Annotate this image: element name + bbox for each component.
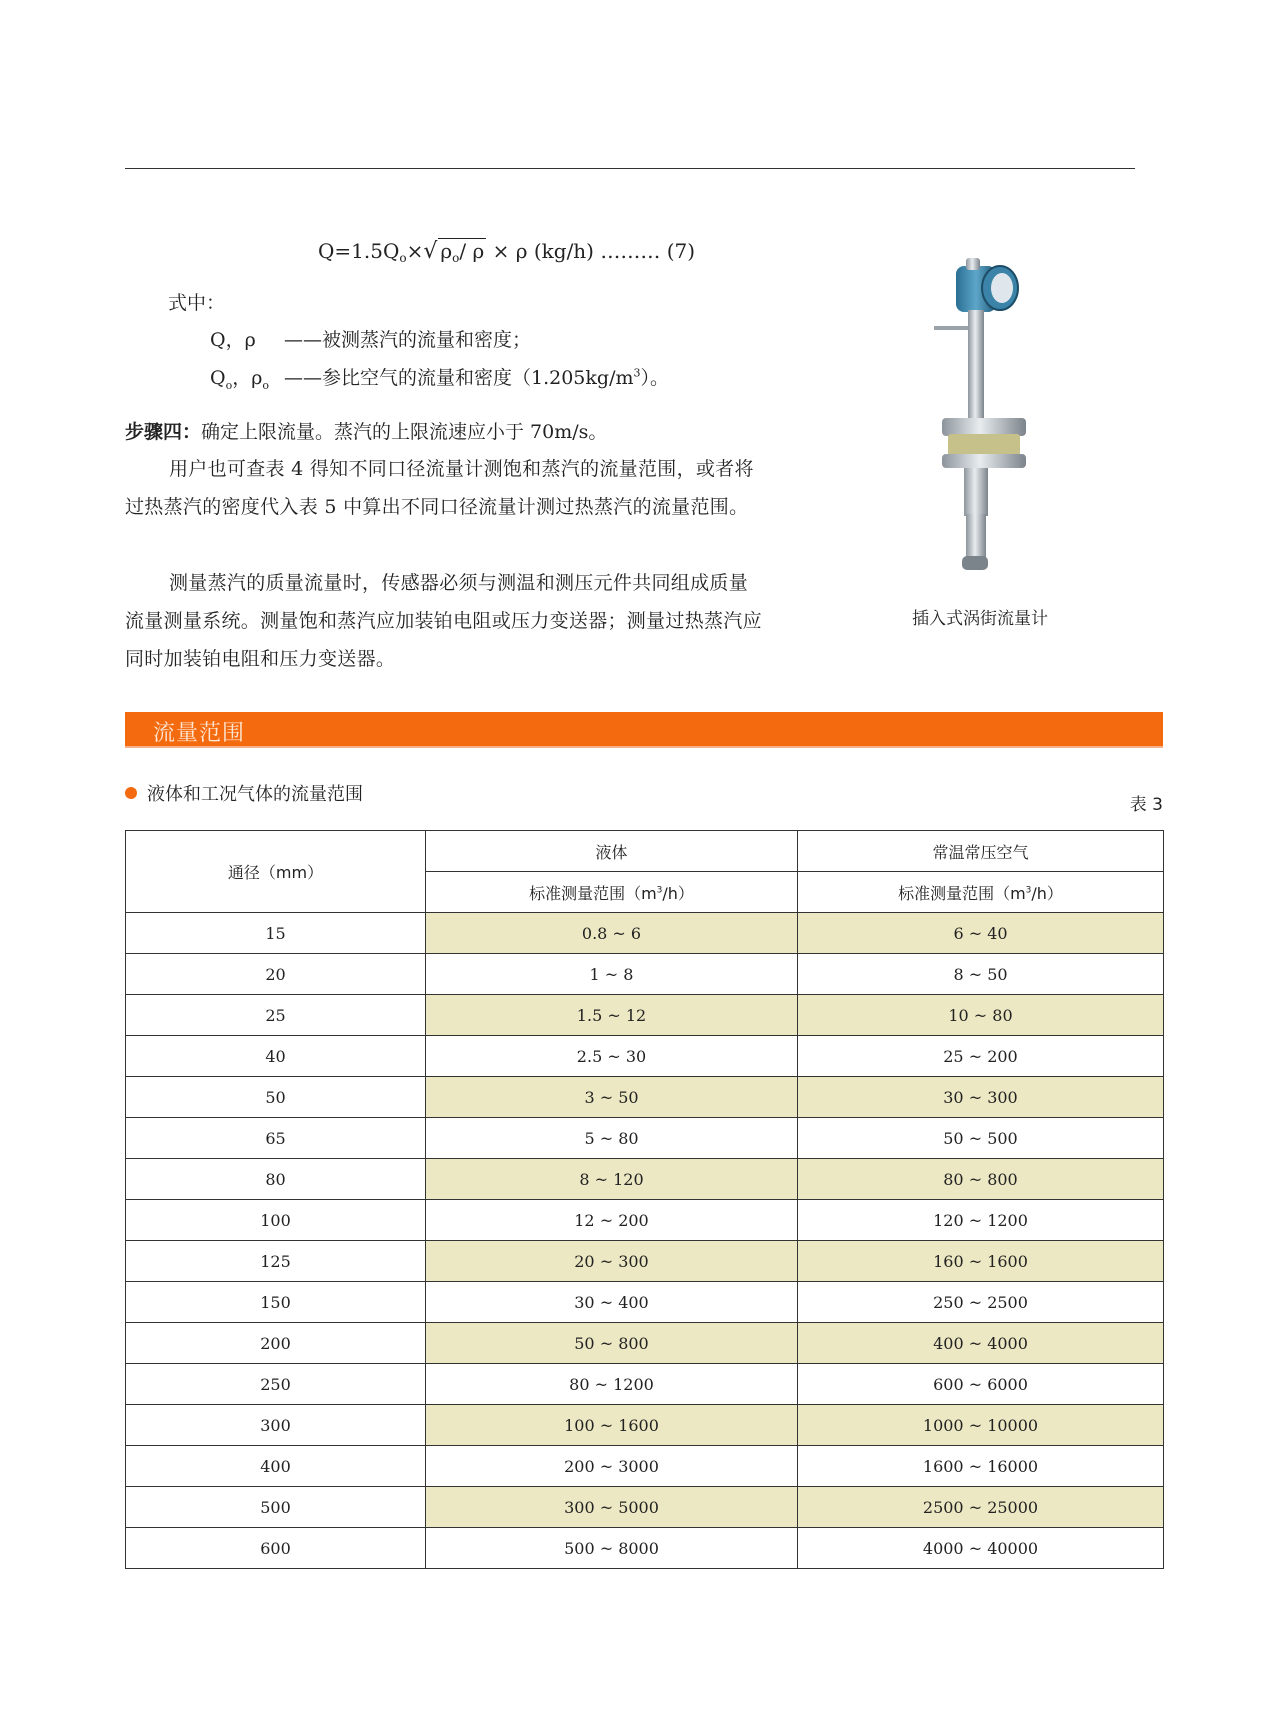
header-liquid: 液体 [426, 831, 798, 872]
table-row [126, 1487, 1164, 1528]
where-label: 式中： [168, 292, 226, 314]
diameter-cell: 15 [126, 913, 426, 954]
liquid-range-cell: 2.5 ~ 30 [426, 1036, 798, 1077]
liquid-range-cell: 30 ~ 400 [426, 1282, 798, 1323]
air-range-cell: 30 ~ 300 [798, 1077, 1164, 1118]
table-row [126, 1200, 1164, 1241]
air-range-cell: 8 ~ 50 [798, 954, 1164, 995]
diameter-cell: 250 [126, 1364, 426, 1405]
photo-caption: 插入式涡街流量计 [912, 609, 1048, 629]
diameter-cell: 20 [126, 954, 426, 995]
liquid-range-cell: 12 ~ 200 [426, 1200, 798, 1241]
table-row [126, 995, 1164, 1036]
header-diameter: 通径（mm） [126, 831, 426, 913]
liquid-range-cell: 100 ~ 1600 [426, 1405, 798, 1446]
diameter-cell: 65 [126, 1118, 426, 1159]
header-liquid-range: 标准测量范围$(m^3/h)$ [426, 872, 798, 913]
air-range-cell: 120 ~ 1200 [798, 1200, 1164, 1241]
diameter-cell: 80 [126, 1159, 426, 1200]
diameter-cell: 200 [126, 1323, 426, 1364]
step-four: 步骤四：确定上限流量。蒸汽的上限流速应小于 70m/s。 [125, 421, 608, 443]
subheading: 液体和工况气体的流量范围 [125, 780, 363, 806]
liquid-range-cell: 1.5 ~ 12 [426, 995, 798, 1036]
air-range-cell: 4000 ~ 40000 [798, 1528, 1164, 1569]
section-title: 流量范围 [153, 721, 246, 746]
diameter-cell: 100 [126, 1200, 426, 1241]
header-rule [125, 168, 1135, 169]
liquid-range-cell: 1 ~ 8 [426, 954, 798, 995]
vortex-flowmeter-photo [930, 258, 1050, 578]
header-air: 常温常压空气 [798, 831, 1164, 872]
diameter-cell: 25 [126, 995, 426, 1036]
air-range-cell: 600 ~ 6000 [798, 1364, 1164, 1405]
liquid-range-cell: 8 ~ 120 [426, 1159, 798, 1200]
section-header-flow-range [125, 712, 1163, 748]
air-range-cell: 2500 ~ 25000 [798, 1487, 1164, 1528]
air-range-cell: 10 ~ 80 [798, 995, 1164, 1036]
air-range-cell: 1000 ~ 10000 [798, 1405, 1164, 1446]
air-range-cell: 6 ~ 40 [798, 913, 1164, 954]
table-row [126, 1364, 1164, 1405]
liquid-range-cell: 3 ~ 50 [426, 1077, 798, 1118]
diameter-cell: 400 [126, 1446, 426, 1487]
diameter-cell: 500 [126, 1487, 426, 1528]
table-number: 表 3 [1129, 795, 1163, 815]
liquid-range-cell: 500 ~ 8000 [426, 1528, 798, 1569]
table-row [126, 1036, 1164, 1077]
table-row [126, 1077, 1164, 1118]
step-label: 步骤四： [125, 421, 202, 443]
flow-range-table [125, 830, 1164, 1569]
table-row [126, 1241, 1164, 1282]
diameter-cell: 125 [126, 1241, 426, 1282]
air-range-cell: 25 ~ 200 [798, 1036, 1164, 1077]
liquid-range-cell: 0.8 ~ 6 [426, 913, 798, 954]
table-row [126, 1159, 1164, 1200]
diameter-cell: 50 [126, 1077, 426, 1118]
bullet-icon [125, 787, 137, 799]
air-range-cell: 160 ~ 1600 [798, 1241, 1164, 1282]
liquid-range-cell: 50 ~ 800 [426, 1323, 798, 1364]
liquid-range-cell: 200 ~ 3000 [426, 1446, 798, 1487]
header-air-range: 标准测量范围$(m^3/h)$ [798, 872, 1164, 913]
air-range-cell: 1600 ~ 16000 [798, 1446, 1164, 1487]
table-row [126, 954, 1164, 995]
air-range-cell: 80 ~ 800 [798, 1159, 1164, 1200]
liquid-range-cell: 300 ~ 5000 [426, 1487, 798, 1528]
table-row [126, 1282, 1164, 1323]
air-range-cell: 250 ~ 2500 [798, 1282, 1164, 1323]
liquid-range-cell: 5 ~ 80 [426, 1118, 798, 1159]
definition-air: $Q_o$，$\rho_o$ ——参比空气的流量和密度$(1.205kg/m^3)$。 [210, 366, 670, 392]
definition-steam: Q，ρ ——被测蒸汽的流量和密度； [210, 329, 532, 351]
table-row [126, 1405, 1164, 1446]
formula-7: $Q=1.5Q_o\times√$ $\rho_o/$ ρ × ρ (kg/h) ……… (7) [318, 239, 696, 265]
table-row [126, 1118, 1164, 1159]
paragraph-mass-flow: 测量蒸汽的质量流量时，传感器必须与测温和测压元件共同组成质量流量测量系统。测量饱和蒸汽应加装铂电阻或压力变送器；测量过热蒸汽应同时加装铂电阻和压力变送器。 [125, 572, 762, 670]
table-row [126, 1528, 1164, 1569]
diameter-cell: 300 [126, 1405, 426, 1446]
diameter-cell: 150 [126, 1282, 426, 1323]
liquid-range-cell: 20 ~ 300 [426, 1241, 798, 1282]
air-range-cell: 400 ~ 4000 [798, 1323, 1164, 1364]
table-row [126, 1323, 1164, 1364]
diameter-cell: 40 [126, 1036, 426, 1077]
table-row [126, 913, 1164, 954]
paragraph-lookup: 用户也可查表 4 得知不同口径流量计测饱和蒸汽的流量范围，或者将过热蒸汽的密度代入表 5 中算出不同口径流量计测过热蒸汽的流量范围。 [125, 458, 754, 518]
liquid-range-cell: 80 ~ 1200 [426, 1364, 798, 1405]
table-row [126, 1446, 1164, 1487]
diameter-cell: 600 [126, 1528, 426, 1569]
air-range-cell: 50 ~ 500 [798, 1118, 1164, 1159]
